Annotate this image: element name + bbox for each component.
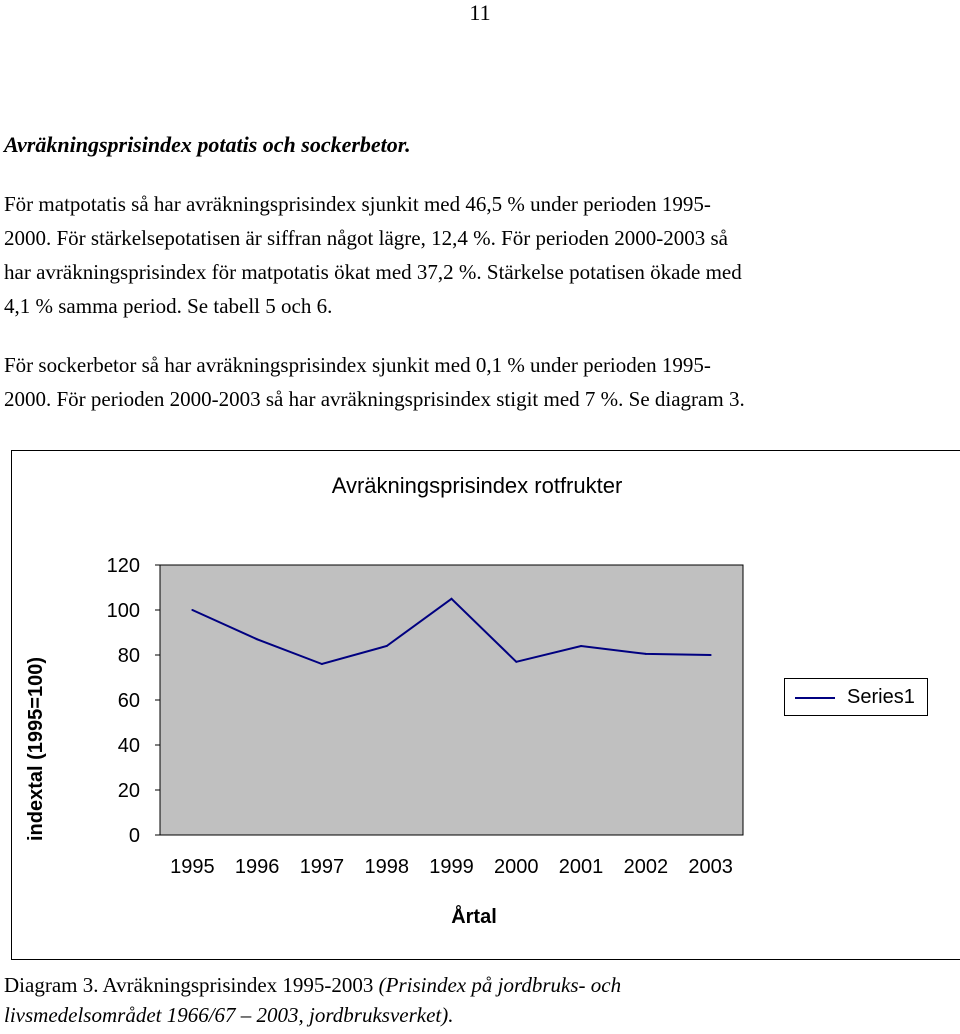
section-heading: Avräkningsprisindex potatis och sockerbetor. xyxy=(4,132,411,157)
paragraph-line: 4,1 % samma period. Se tabell 5 och 6. xyxy=(4,294,333,318)
plot-area xyxy=(160,565,743,835)
x-tick-label: 2002 xyxy=(623,856,669,878)
data-point xyxy=(645,653,647,655)
caption-line xyxy=(4,1000,954,1030)
data-point xyxy=(386,645,388,647)
data-point xyxy=(710,654,712,656)
caption-text: Diagram 3. Avräkningsprisindex 1995-2003 xyxy=(4,973,379,997)
caption-source: livsmedelsområdet 1966/67 – 2003, jordbruksverket). xyxy=(4,1003,454,1027)
data-point xyxy=(580,645,582,647)
paragraph-line: 2000. För perioden 2000-2003 så har avräkningsprisindex stigit med 7 %. Se diagram 3. xyxy=(4,387,745,411)
x-tick-label: 1998 xyxy=(364,856,409,878)
paragraph-line: har avräkningsprisindex för matpotatis ökat med 37,2 %. Stärkelse potatisen ökade med xyxy=(4,260,742,284)
paragraph-potatis xyxy=(4,187,954,323)
y-tick-label: 100 xyxy=(106,600,140,622)
data-point xyxy=(321,663,323,665)
y-tick-label: 0 xyxy=(128,825,140,847)
x-tick-label: 2003 xyxy=(688,856,733,878)
data-point xyxy=(191,609,193,611)
x-tick-label: 2001 xyxy=(558,856,604,878)
page-number: 11 xyxy=(469,0,491,25)
diagram-caption xyxy=(4,970,954,1030)
x-tick-label: 2000 xyxy=(494,856,539,878)
chart-title: Avräkningsprisindex rotfrukter xyxy=(331,473,623,498)
y-tick-label: 20 xyxy=(117,780,140,802)
data-point xyxy=(515,661,517,663)
x-tick-label: 1996 xyxy=(234,856,280,878)
paragraph-line: För matpotatis så har avräkningsprisindex sjunkit med 46,5 % under perioden 1995- xyxy=(4,192,711,216)
caption-line xyxy=(4,970,954,1000)
paragraph-line: För sockerbetor så har avräkningsprisindex sjunkit med 0,1 % under perioden 1995- xyxy=(4,353,711,377)
y-tick-label: 80 xyxy=(117,645,140,667)
x-tick-label: 1995 xyxy=(170,856,215,878)
x-axis-label: Årtal xyxy=(451,906,497,928)
data-point xyxy=(256,638,258,640)
legend-label: Series1 xyxy=(847,686,915,708)
x-tick-label: 1997 xyxy=(299,856,345,878)
x-tick-label: 1999 xyxy=(429,856,474,878)
paragraph-sockerbetor xyxy=(4,348,954,416)
y-tick-label: 120 xyxy=(106,555,140,577)
legend-line-swatch xyxy=(795,697,835,699)
y-tick-label: 40 xyxy=(117,735,140,757)
chart-frame xyxy=(11,450,960,960)
caption-source: (Prisindex på jordbruks- och xyxy=(378,973,622,997)
data-point xyxy=(451,598,453,600)
y-tick-label: 60 xyxy=(117,690,140,712)
paragraph-line: 2000. För stärkelsepotatisen är siffran något lägre, 12,4 %. För perioden 2000-2003 så xyxy=(4,226,728,250)
chart-legend xyxy=(784,678,928,716)
y-axis-label: indextal (1995=100) xyxy=(25,657,47,841)
